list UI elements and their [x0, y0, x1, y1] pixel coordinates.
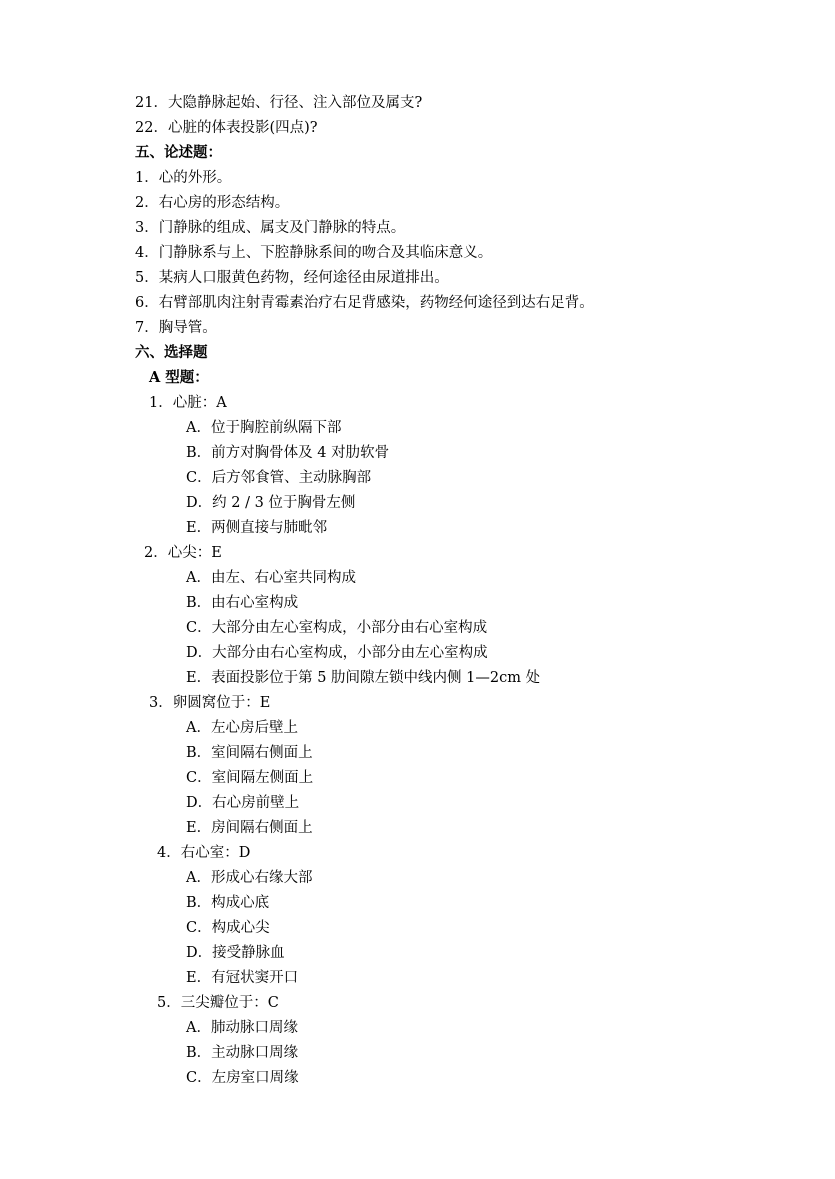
essay-question-4: 4．门静脉系与上、下腔静脉系间的吻合及其临床意义。 — [135, 245, 493, 261]
option: B．室间隔右侧面上 — [186, 745, 313, 761]
section-heading-essay: 五、论述题： — [135, 144, 222, 161]
option: D．接受静脉血 — [186, 945, 285, 961]
option: B．构成心底 — [186, 895, 270, 911]
choice-question-5: 5．三尖瓣位于：C — [157, 995, 279, 1011]
choice-question-4: 4．右心室：D — [157, 845, 251, 861]
option: E．有冠状窦开口 — [186, 970, 299, 986]
question-22: 22．心脏的体表投影(四点)? — [135, 120, 318, 136]
option: A．位于胸腔前纵隔下部 — [186, 420, 342, 436]
choice-question-2: 2．心尖：E — [144, 545, 222, 561]
essay-question-7: 7．胸导管。 — [135, 320, 217, 336]
option: C．室间隔左侧面上 — [186, 770, 314, 786]
essay-question-1: 1．心的外形。 — [135, 170, 232, 186]
option: C．后方邻食管、主动脉胸部 — [186, 470, 372, 486]
choice-question-3: 3．卵圆窝位于：E — [149, 695, 271, 711]
essay-question-6: 6．右臂部肌肉注射青霉素治疗右足背感染，药物经何途径到达右足背。 — [135, 295, 594, 311]
option: A．肺动脉口周缘 — [186, 1020, 298, 1036]
option: B．前方对胸骨体及 4 对肋软骨 — [186, 445, 390, 461]
option: C．左房室口周缘 — [186, 1070, 299, 1086]
essay-question-5: 5．某病人口服黄色药物，经何途径由尿道排出。 — [135, 270, 449, 286]
option: D．右心房前壁上 — [186, 795, 300, 811]
essay-question-2: 2．右心房的形态结构。 — [135, 195, 290, 211]
option: E．房间隔右侧面上 — [186, 820, 313, 836]
subsection-heading-a-type: A 型题： — [149, 369, 209, 386]
option: B．由右心室构成 — [186, 595, 299, 611]
option: A．形成心右缘大部 — [186, 870, 313, 886]
option: A．左心房后壁上 — [186, 720, 298, 736]
option: B．主动脉口周缘 — [186, 1045, 299, 1061]
question-21: 21．大隐静脉起始、行径、注入部位及属支? — [135, 95, 423, 111]
option: D．约 2 / 3 位于胸骨左侧 — [186, 495, 356, 511]
option: E．表面投影位于第 5 肋间隙左锁中线内侧 1—2cm 处 — [186, 670, 541, 686]
option: D．大部分由右心室构成，小部分由左心室构成 — [186, 645, 488, 661]
option: A．由左、右心室共同构成 — [186, 570, 356, 586]
choice-question-1: 1．心脏：A — [149, 395, 227, 411]
option: C．大部分由左心室构成，小部分由右心室构成 — [186, 620, 488, 636]
option: C．构成心尖 — [186, 920, 270, 936]
option: E．两侧直接与肺毗邻 — [186, 520, 328, 536]
essay-question-3: 3．门静脉的组成、属支及门静脉的特点。 — [135, 220, 406, 236]
section-heading-choice: 六、选择题 — [135, 344, 208, 361]
